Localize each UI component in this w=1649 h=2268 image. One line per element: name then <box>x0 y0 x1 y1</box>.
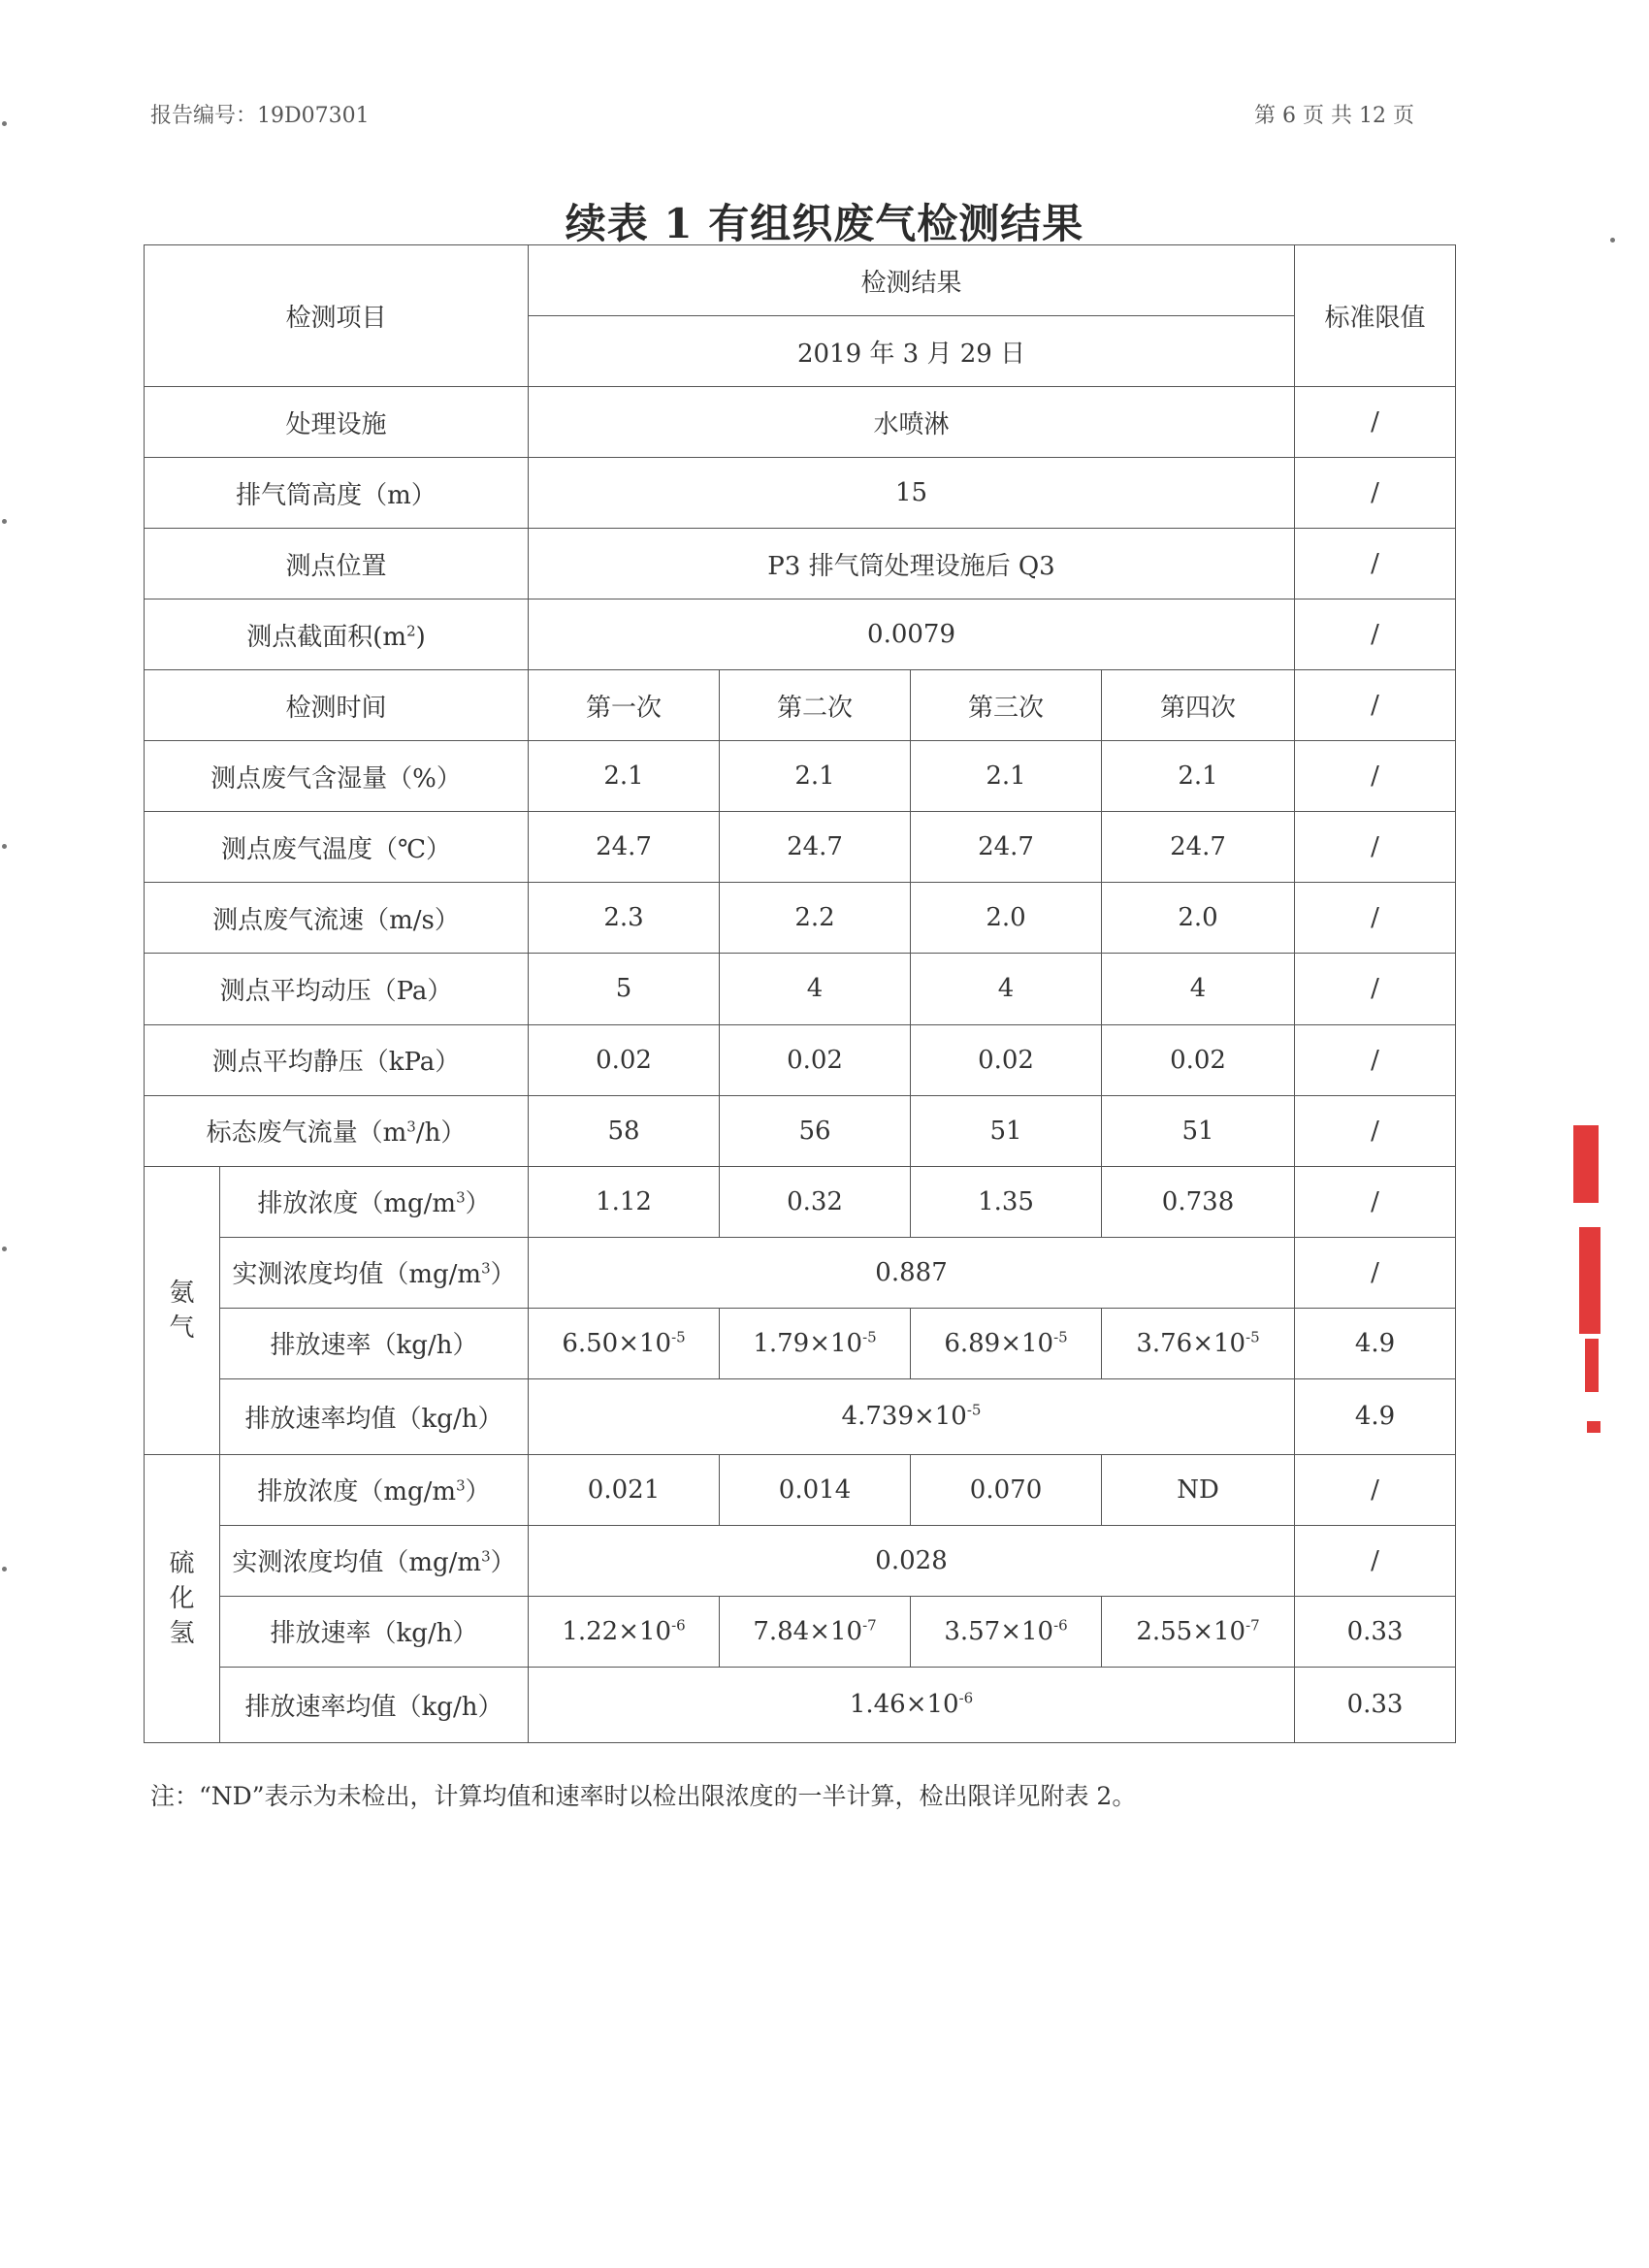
cell: 51 <box>1102 1095 1295 1166</box>
cell: 0.02 <box>529 1024 720 1095</box>
footnote: 注：“ND”表示为未检出，计算均值和速率时以检出限浓度的一半计算，检出限详见附表 2。 <box>150 1782 1137 1810</box>
row-label: 排放速率（kg/h） <box>220 1308 529 1378</box>
table-row <box>145 529 1456 599</box>
cell: 24.7 <box>529 812 720 883</box>
row-label: 实测浓度均值$(mg/m^3)$ <box>220 1525 529 1596</box>
row-label: 测点截面积$(m^2)$ <box>145 599 529 670</box>
table-row <box>145 1667 1456 1742</box>
row-label: 排气筒高度（m） <box>145 458 529 529</box>
table-row <box>145 883 1456 954</box>
row-limit: / <box>1295 954 1456 1024</box>
cell: $6.50\times 10^{-5}$ <box>529 1308 720 1378</box>
cell: 第三次 <box>911 670 1102 741</box>
cell: 0.02 <box>911 1024 1102 1095</box>
cell: 2.1 <box>1102 741 1295 812</box>
table-row <box>145 1237 1456 1308</box>
table-row <box>145 1166 1456 1237</box>
row-label: 排放速率均值（kg/h） <box>220 1667 529 1742</box>
cell: 0.070 <box>911 1454 1102 1525</box>
row-label: 测点废气温度（℃） <box>145 812 529 883</box>
row-value: 0.0079 <box>529 599 1295 670</box>
row-label: 实测浓度均值$(mg/m^3)$ <box>220 1237 529 1308</box>
table-row <box>145 954 1456 1024</box>
cell: $2.55\times 10^{-7}$ <box>1102 1596 1295 1667</box>
row-label: 排放速率（kg/h） <box>220 1596 529 1667</box>
cell: 5 <box>529 954 720 1024</box>
cell: 0.738 <box>1102 1166 1295 1237</box>
cell: 0.32 <box>720 1166 911 1237</box>
table-row <box>145 741 1456 812</box>
cell: 2.2 <box>720 883 911 954</box>
cell: $1.79\times 10^{-5}$ <box>720 1308 911 1378</box>
table-header-row <box>145 245 1456 316</box>
row-limit: 4.9 <box>1295 1378 1456 1454</box>
cell: $3.76\times 10^{-5}$ <box>1102 1308 1295 1378</box>
scan-speck <box>2 1247 7 1251</box>
cell: 51 <box>911 1095 1102 1166</box>
cell: 2.0 <box>1102 883 1295 954</box>
scan-speck <box>1610 238 1615 243</box>
cell: $1.22\times 10^{-6}$ <box>529 1596 720 1667</box>
cell: 24.7 <box>720 812 911 883</box>
scan-speck <box>2 844 7 849</box>
group-label-ammonia: 氨 气 <box>145 1166 220 1454</box>
row-limit: / <box>1295 529 1456 599</box>
row-label: 排放浓度$(mg/m^3)$ <box>220 1454 529 1525</box>
table-row <box>145 1308 1456 1378</box>
cell: $6.89\times 10^{-5}$ <box>911 1308 1102 1378</box>
row-label: 测点废气流速（m/s） <box>145 883 529 954</box>
row-label: 标态废气流量$(m^3/h)$ <box>145 1095 529 1166</box>
row-value: 水喷淋 <box>529 387 1295 458</box>
row-limit: / <box>1295 1525 1456 1596</box>
cell: 4 <box>911 954 1102 1024</box>
header-results: 检测结果 <box>529 245 1295 316</box>
cell: 第四次 <box>1102 670 1295 741</box>
table-row <box>145 1454 1456 1525</box>
table-row <box>145 1596 1456 1667</box>
row-label: 检测时间 <box>145 670 529 741</box>
header-item: 检测项目 <box>145 245 529 387</box>
row-limit: / <box>1295 1237 1456 1308</box>
cell: 0.02 <box>1102 1024 1295 1095</box>
cell: $7.84\times 10^{-7}$ <box>720 1596 911 1667</box>
row-limit: / <box>1295 599 1456 670</box>
row-value: 0.887 <box>529 1237 1295 1308</box>
header-limit: 标准限值 <box>1295 245 1456 387</box>
scan-speck <box>2 1567 7 1571</box>
cell: 1.12 <box>529 1166 720 1237</box>
row-label: 处理设施 <box>145 387 529 458</box>
row-limit: / <box>1295 670 1456 741</box>
row-limit: / <box>1295 812 1456 883</box>
table-row <box>145 387 1456 458</box>
table-row <box>145 670 1456 741</box>
cell: 24.7 <box>1102 812 1295 883</box>
table-row <box>145 1525 1456 1596</box>
cell: 2.3 <box>529 883 720 954</box>
cell: 4 <box>1102 954 1295 1024</box>
row-value: $4.739\times 10^{-5}$ <box>529 1378 1295 1454</box>
table-row <box>145 812 1456 883</box>
report-number: 报告编号：19D07301 <box>150 104 370 128</box>
row-label: 排放浓度$(mg/m^3)$ <box>220 1166 529 1237</box>
cell: 2.1 <box>911 741 1102 812</box>
cell: 第二次 <box>720 670 911 741</box>
cell: 1.35 <box>911 1166 1102 1237</box>
row-limit: / <box>1295 1454 1456 1525</box>
row-limit: 0.33 <box>1295 1596 1456 1667</box>
page-info: 第 6 页 共 12 页 <box>1254 104 1414 128</box>
row-value: $1.46\times 10^{-6}$ <box>529 1667 1295 1742</box>
table-row <box>145 458 1456 529</box>
row-limit: / <box>1295 883 1456 954</box>
cell: 0.021 <box>529 1454 720 1525</box>
page-title: 续表 1 有组织废气检测结果 <box>565 200 1084 247</box>
scan-speck <box>2 121 7 126</box>
row-limit: 0.33 <box>1295 1667 1456 1742</box>
row-limit: / <box>1295 1095 1456 1166</box>
cell: 0.014 <box>720 1454 911 1525</box>
row-limit: / <box>1295 458 1456 529</box>
table-row <box>145 599 1456 670</box>
row-limit: / <box>1295 741 1456 812</box>
row-label: 测点平均动压（Pa） <box>145 954 529 1024</box>
cell: ND <box>1102 1454 1295 1525</box>
row-limit: / <box>1295 387 1456 458</box>
cell: 24.7 <box>911 812 1102 883</box>
scan-speck <box>2 519 7 524</box>
cell: 2.1 <box>720 741 911 812</box>
cell: 第一次 <box>529 670 720 741</box>
group-label-h2s: 硫 化 氢 <box>145 1454 220 1742</box>
cell: 0.02 <box>720 1024 911 1095</box>
row-value: 15 <box>529 458 1295 529</box>
cell: 58 <box>529 1095 720 1166</box>
cell: 2.0 <box>911 883 1102 954</box>
table-row <box>145 1024 1456 1095</box>
row-value: P3 排气筒处理设施后 Q3 <box>529 529 1295 599</box>
row-label: 测点平均静压（kPa） <box>145 1024 529 1095</box>
cell: 4 <box>720 954 911 1024</box>
row-label: 测点废气含湿量（%） <box>145 741 529 812</box>
row-limit: 4.9 <box>1295 1308 1456 1378</box>
results-table <box>144 244 1456 1743</box>
table-row <box>145 1378 1456 1454</box>
header-date: 2019 年 3 月 29 日 <box>529 316 1295 387</box>
cell: 56 <box>720 1095 911 1166</box>
table-row <box>145 1095 1456 1166</box>
row-value: 0.028 <box>529 1525 1295 1596</box>
cell: $3.57\times 10^{-6}$ <box>911 1596 1102 1667</box>
row-label: 排放速率均值（kg/h） <box>220 1378 529 1454</box>
row-label: 测点位置 <box>145 529 529 599</box>
row-limit: / <box>1295 1166 1456 1237</box>
cell: 2.1 <box>529 741 720 812</box>
row-limit: / <box>1295 1024 1456 1095</box>
